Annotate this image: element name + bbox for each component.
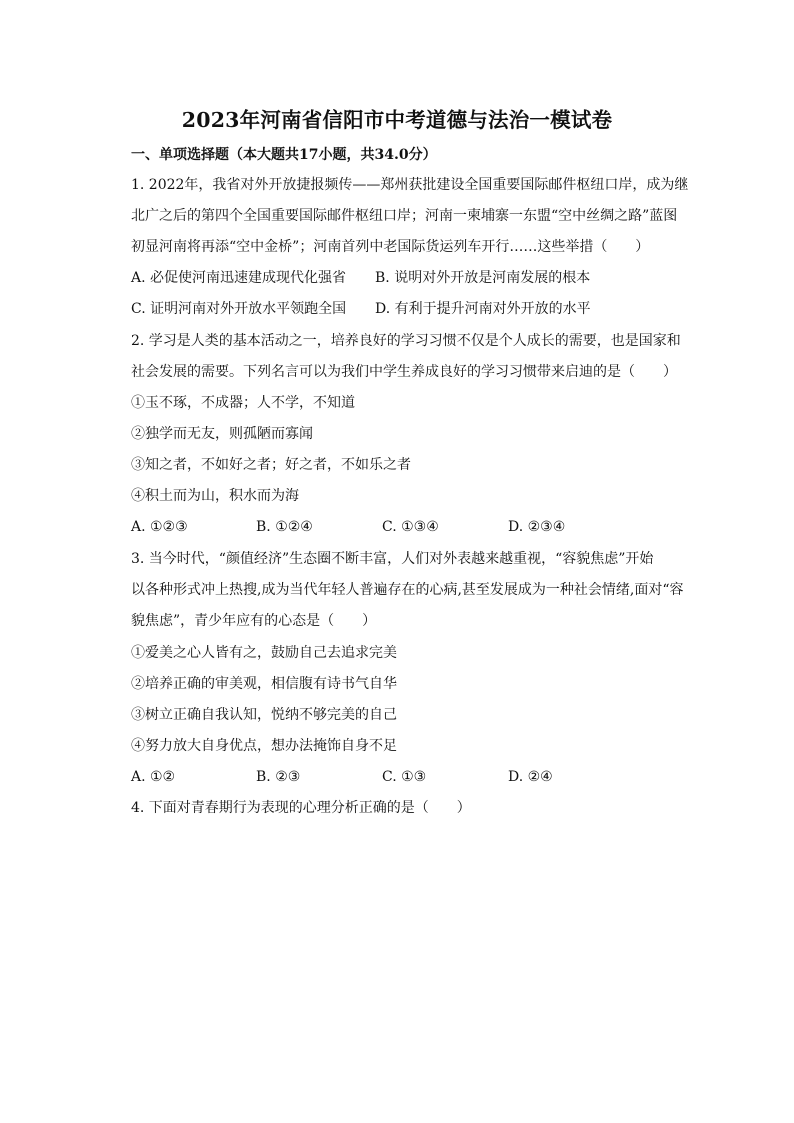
question-1-line-3: 初显河南将再添“空中金桥”；河南首列中老国际货运列车开行……这些举措（ ）: [131, 239, 650, 255]
option-b: B. ②③: [256, 769, 301, 785]
question-3-statement-3: ③树立正确自我认知，悦纳不够完美的自己: [131, 707, 397, 723]
question-2-statement-1: ①玉不琢，不成器；人不学，不知道: [131, 395, 355, 411]
question-2-statement-3: ③知之者，不如好之者；好之者，不如乐之者: [131, 457, 411, 473]
question-3-line-1: 3. 当今时代，“颜值经济”生态圈不断丰富，人们对外表越来越重视，“容貌焦虑”开始: [131, 551, 654, 567]
section-heading: 一、单项选择题（本大题共17小题，共34.0分）: [131, 147, 437, 163]
question-3-line-2: 以各种形式冲上热搜,成为当代年轻人普遍存在的心病,甚至发展成为一种社会情绪,面对“容: [131, 582, 684, 598]
question-2-statement-2: ②独学而无友，则孤陋而寡闻: [131, 426, 313, 442]
question-3-statement-2: ②培养正确的审美观，相信腹有诗书气自华: [131, 676, 397, 692]
question-3-line-3: 貌焦虑”，青少年应有的心态是（ ）: [131, 613, 377, 629]
question-1-line-1: 1. 2022年，我省对外开放捷报频传——郑州获批建设全国重要国际邮件枢纽口岸，成为继: [131, 177, 689, 193]
question-1-line-2: 北广之后的第四个全国重要国际邮件枢纽口岸；河南一柬埔寨一东盟“空中丝绸之路”蓝图: [131, 208, 678, 224]
question-2-line-1: 2. 学习是人类的基本活动之一，培养良好的学习习惯不仅是个人成长的需要，也是国家和: [131, 333, 681, 349]
option-d: D. ②④: [508, 769, 553, 785]
option-b: B. ①②④: [256, 519, 313, 535]
question-2-statement-4: ④积土而为山，积水而为海: [131, 488, 299, 504]
option-d: D. 有利于提升河南对外开放的水平: [375, 301, 591, 317]
question-4-line-1: 4. 下面对青春期行为表现的心理分析正确的是（ ）: [131, 800, 471, 816]
question-2-line-2: 社会发展的需要。下列名言可以为我们中学生养成良好的学习习惯带来启迪的是（ ）: [131, 364, 677, 380]
question-3-statement-4: ④努力放大自身优点，想办法掩饰自身不足: [131, 738, 397, 754]
option-d: D. ②③④: [508, 519, 566, 535]
option-a: A. ①②: [131, 769, 176, 785]
option-b: B. 说明对外开放是河南发展的根本: [375, 270, 591, 286]
option-c: C. ①③④: [382, 519, 439, 535]
option-c: C. ①③: [382, 769, 427, 785]
page-title: 2023年河南省信阳市中考道德与法治一模试卷: [181, 108, 613, 132]
question-3-statement-1: ①爱美之心人皆有之，鼓励自己去追求完美: [131, 645, 397, 661]
option-c: C. 证明河南对外开放水平领跑全国: [131, 301, 347, 317]
option-a: A. 必促使河南迅速建成现代化强省: [131, 270, 347, 286]
option-a: A. ①②③: [131, 519, 188, 535]
